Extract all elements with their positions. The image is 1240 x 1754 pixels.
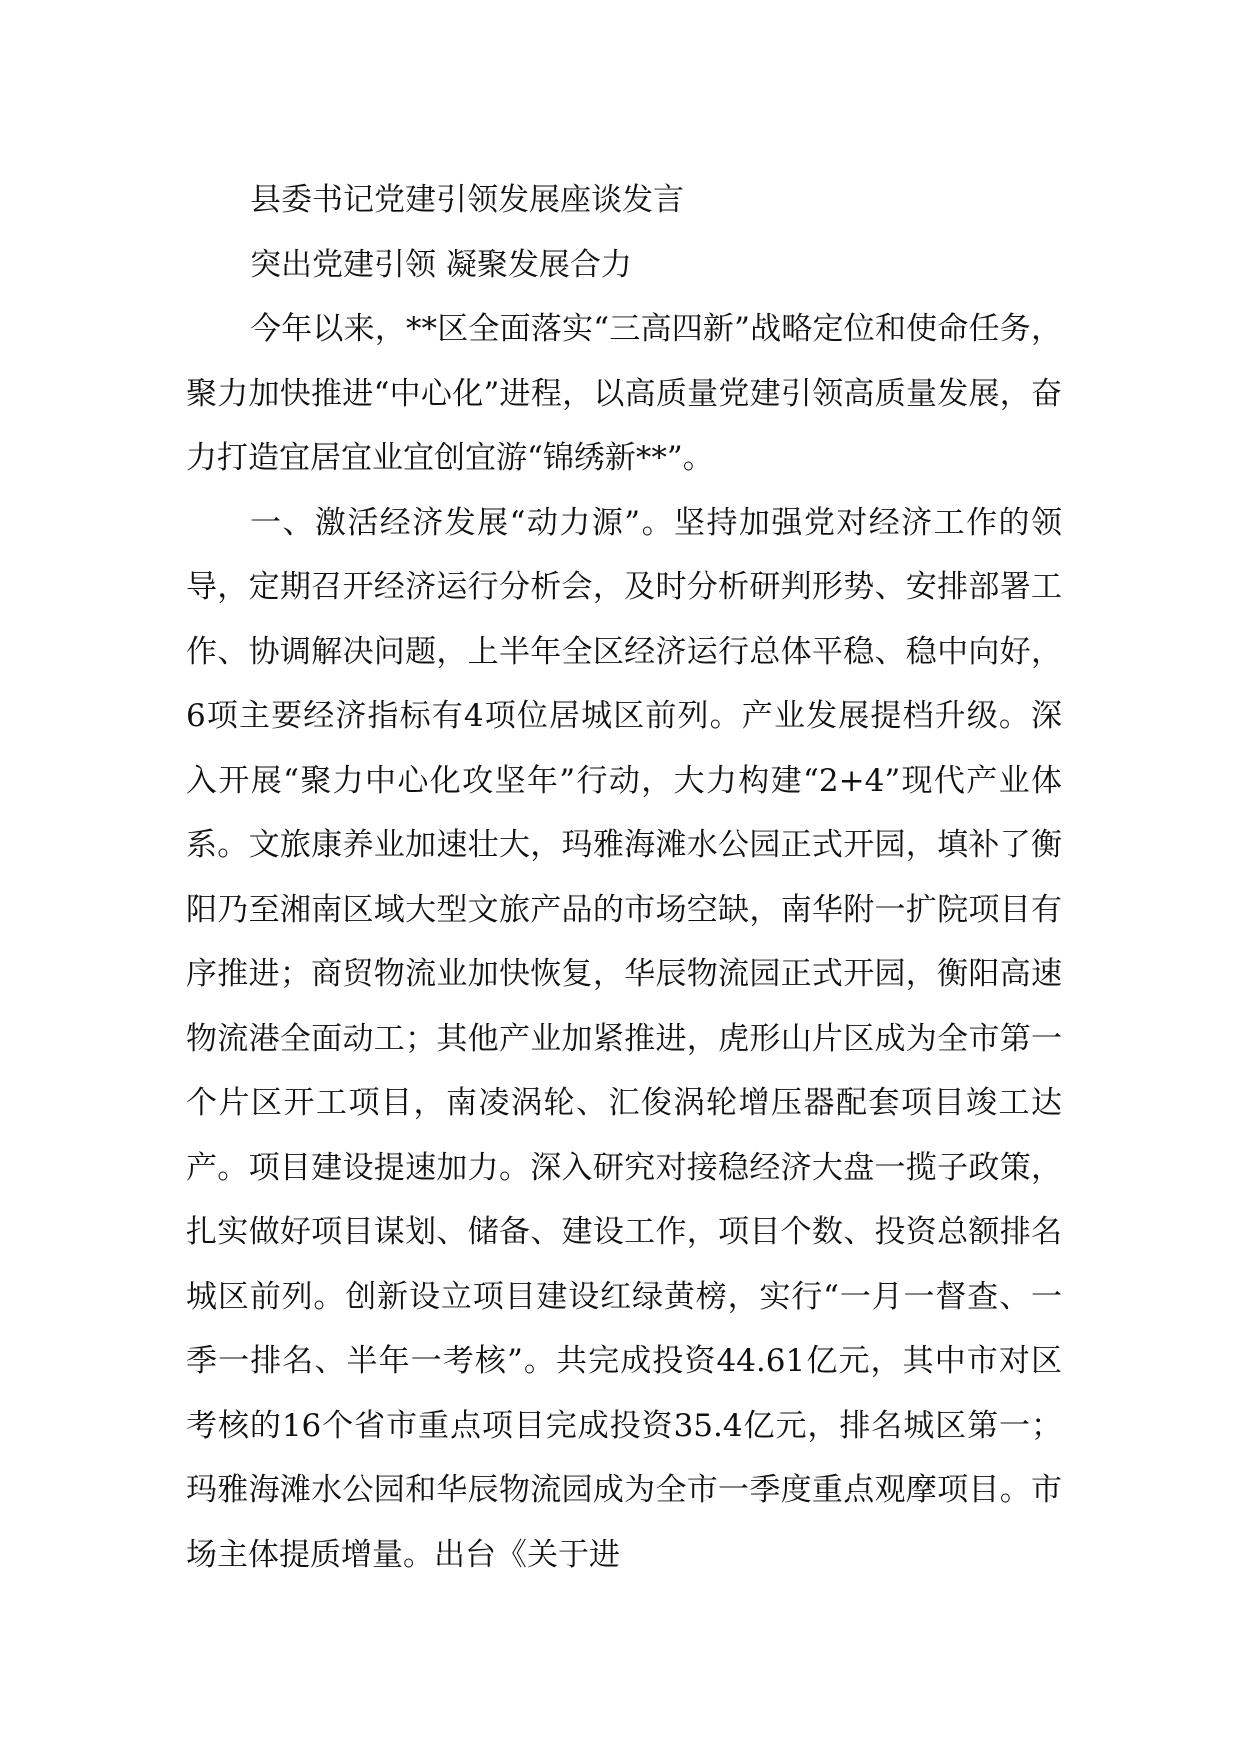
document-title: 县委书记党建引领发展座谈发言 [250, 182, 684, 218]
intro-paragraph: 今年以来，**区全面落实“三高四新”战略定位和使命任务，聚力加快推进“中心化”进程，以高质量党建引领高质量发展，奋力打造宜居宜业宜创宜游“锦绣新**”。 [186, 311, 1062, 476]
document-subtitle: 突出党建引领 凝聚发展合力 [250, 246, 632, 283]
section-one-paragraph: 一、激活经济发展“动力源”。坚持加强党对经济工作的领导，定期召开经济运行分析会，及时分析研判形势、安排部署工作、协调解决问题，上半年全区经济运行总体平稳、稳中向好，6项主要经济指标有4项位居城区前列。产业发展提档升级。深入开展“聚力中心化攻坚年”行动，大力构建“2+4”现代产业体系。文旅康养业加速壮大，玛雅海滩水公园正式开园，填补了衡阳乃至湘南区域大型文旅产品的市场空缺，南华附一扩院项目有序推进；商贸物流业加快恢复，华辰物流园正式开园，衡阳高速物流港全面动工；其他产业加紧推进，虎形山片区成为全市第一个片区开工项目，南凌涡轮、汇俊涡轮增压器配套项目竣工达产。项目建设提速加力。深入研究对接稳经济大盘一揽子政策，扎实做好项目谋划、储备、建设工作，项目个数、投资总额排名城区前列。创新设立项目建设红绿黄榜，实行“一月一督查、一季一排名、半年一考核”。共完成投资44.61亿元，其中市对区考核的16个省市重点项目完成投资35.4亿元，排名城区第一；玛雅海滩水公园和华辰物流园成为全市一季度重点观摩项目。市场主体提质增量。出台《关于进 [186, 504, 1062, 1573]
document-content [186, 168, 1062, 1587]
